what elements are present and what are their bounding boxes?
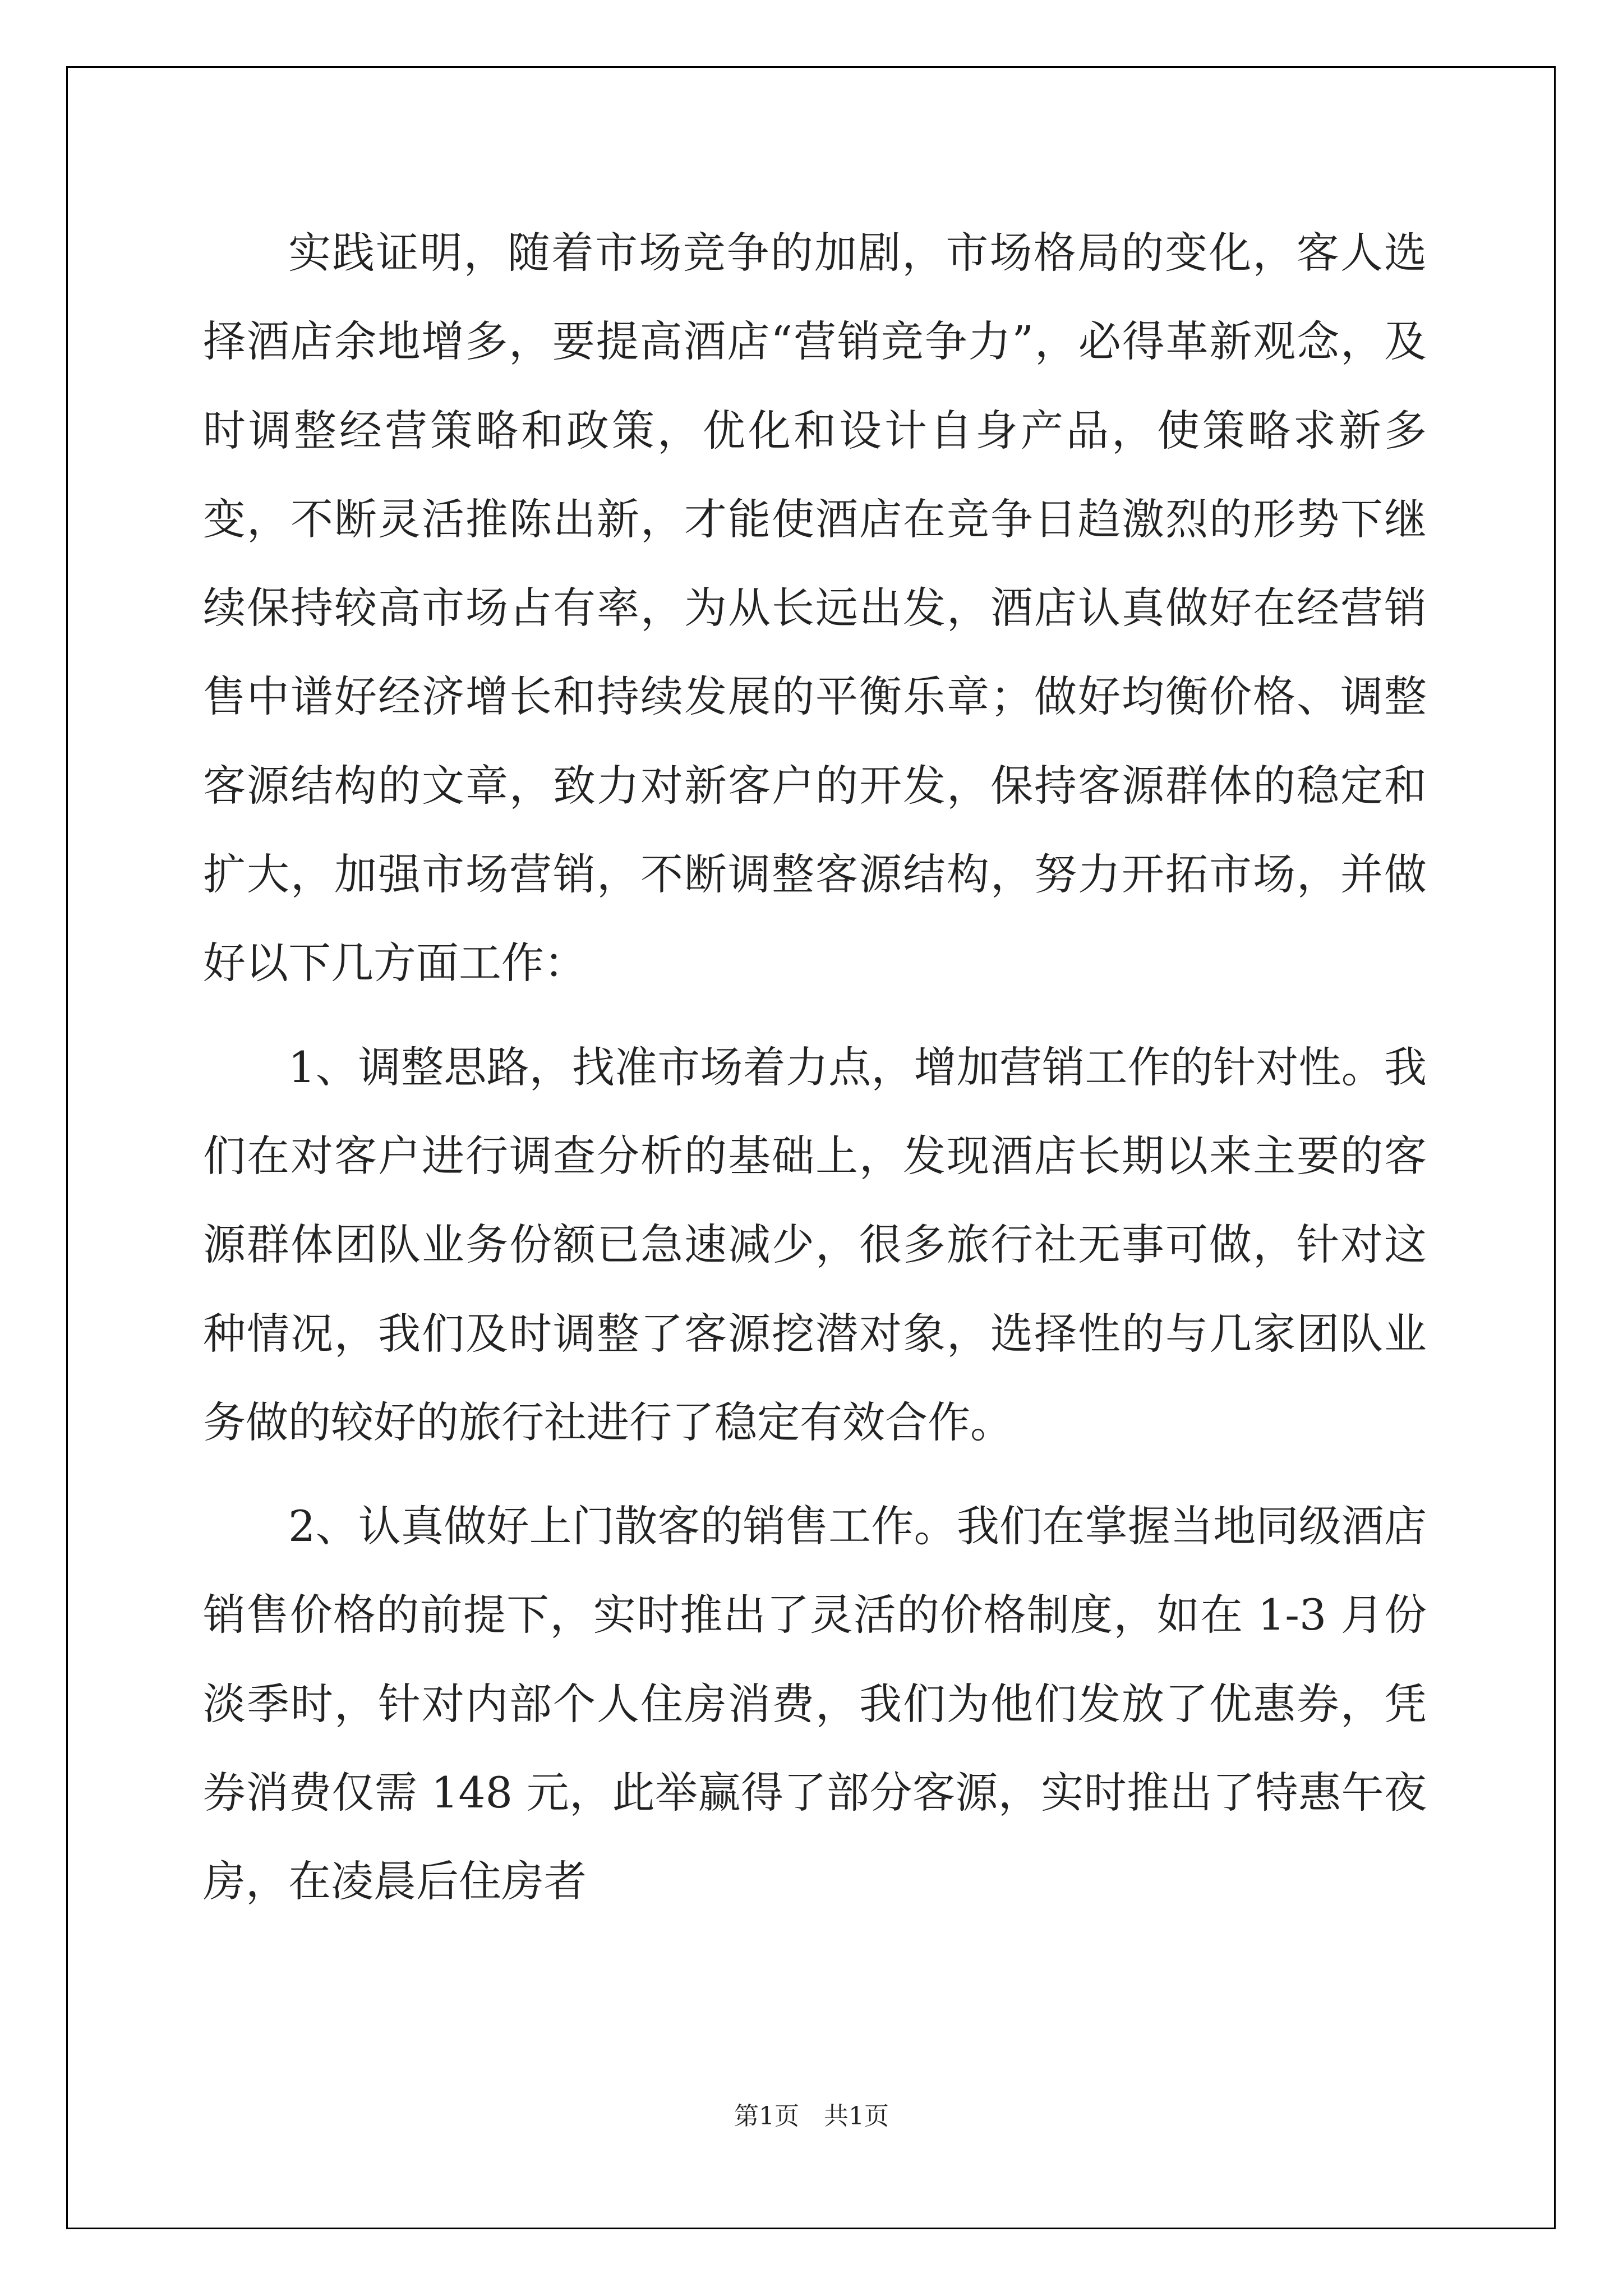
paragraph-item-2: 2、认真做好上门散客的销售工作。我们在掌握当地同级酒店销售价格的前提下，实时推出了灵活的价格制度，如在 1-3 月份淡季时，针对内部个人住房消费，我们为他们发放了优惠券，凭券消费仅需 148 元，此举赢得了部分客源，实时推出了特惠午夜房，在凌晨后住房者 [203,1501,1427,1907]
paragraph-item-1: 1、调整思路，找准市场着力点，增加营销工作的针对性。我们在对客户进行调查分析的基础上，发现酒店长期以来主要的客源群体团队业务份额已急速减少，很多旅行社无事可做，针对这种情况，我们及时调整了客源挖潜对象，选择性的与几家团队业务做的较好的旅行社进行了稳定有效合作。 [203,1042,1427,1447]
paragraph-intro: 实践证明，随着市场竞争的加剧，市场格局的变化，客人选择酒店余地增多，要提高酒店“营销竞争力”，必得革新观念，及时调整经营策略和政策，优化和设计自身产品，使策略求新多变，不断灵活推陈出新，才能使酒店在竞争日趋激烈的形势下继续保持较高市场占有率，为从长远出发，酒店认真做好在经营销售中谱好经济增长和持续发展的平衡乐章；做好均衡价格、调整客源结构的文章，致力对新客户的开发，保持客源群体的稳定和扩大，加强市场营销，不断调整客源结构，努力开拓市场，并做好以下几方面工作： [203,228,1427,988]
page-footer: 第1页 共1页 [734,2102,889,2131]
document-body [203,209,1427,1926]
